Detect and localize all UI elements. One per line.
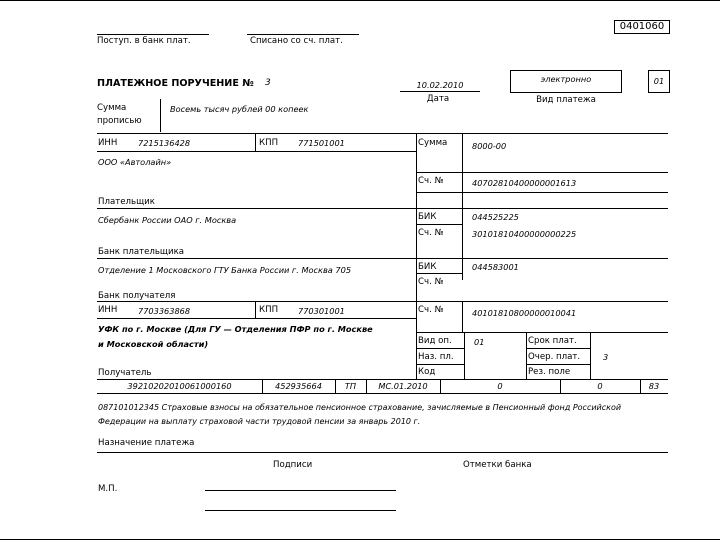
received-date-line [97,34,209,35]
table-line [416,192,668,193]
table-line [97,393,668,394]
payer-bank-bik-label: БИК [418,212,437,222]
order-number: 3 [265,78,271,88]
payer-label: Плательщик [98,197,155,207]
recipient-inn-label: ИНН [98,305,118,315]
bank-marks-label: Отметки банка [463,460,532,470]
page-frame-top [0,0,720,1]
table-line [416,273,462,274]
code-label: Код [418,367,436,377]
payment-type-label: Вид платежа [536,95,596,105]
recipient-inn: 7703363868 [138,306,191,316]
recipient-account-label: Сч. № [418,305,444,315]
table-line [416,224,462,225]
received-in-bank-label: Поступ. в банк плат. [97,36,191,46]
signature-line-1 [205,490,396,491]
tax-doc-date: 0 [597,381,603,391]
payment-purpose-label: Назначение платежа [98,438,195,448]
amount-in-words-label-1: Сумма [97,103,127,113]
payer-kpp: 771501001 [298,138,345,148]
tax-doc-number: 0 [497,381,503,391]
date-label: Дата [426,94,450,104]
payment-purpose-code-label: Наз. пл. [418,352,454,362]
table-line [97,151,416,152]
signature-line-2 [205,510,396,511]
table-divider [526,332,527,379]
payment-queue-label: Очер. плат. [528,352,581,362]
tax-kbk: 39210202010061000160 [127,381,232,391]
table-line [416,332,668,333]
payer-bank-label: Банк плательщика [98,247,185,257]
page-title: ПЛАТЕЖНОЕ ПОРУЧЕНИЕ № [97,78,254,89]
table-divider [462,133,463,280]
recipient-kpp: 770301001 [298,306,345,316]
recipient-name-line1: УФК по г. Москве (Для ГУ — Отделения ПФР по г. Москве [98,324,373,334]
order-date: 10.02.2010 [416,80,464,90]
date-line [400,91,480,92]
table-line [97,379,668,380]
table-divider [416,133,417,379]
payer-inn: 7215136428 [138,138,191,148]
recipient-name-line2: и Московской области) [98,339,209,349]
payer-bank-name: Сбербанк России ОАО г. Москва [98,215,237,225]
recipient-bank-name: Отделение 1 Московского ГТУ Банка России г. Москва 705 [98,265,352,275]
recipient-bank-label: Банк получателя [98,291,176,301]
payment-type: электронно [540,74,592,84]
payer-amount: 8000-00 [472,141,507,151]
table-line [97,318,416,319]
payer-account-label: Сч. № [418,176,444,186]
status-code: 01 [653,76,665,86]
table-line [97,133,668,134]
signatures-label: Подписи [273,460,313,470]
table-line [416,172,668,173]
payer-account: 40702810400000001613 [472,178,577,188]
table-divider [464,332,465,379]
table-line [526,364,590,365]
due-date-label: Срок плат. [528,336,577,346]
form-code: 0401060 [619,21,665,32]
recipient-bank-account-label: Сч. № [418,277,444,287]
payer-name: ООО «Автолайн» [98,157,172,167]
table-divider [255,133,256,151]
recipient-kpp-label: КПП [259,305,279,315]
table-line [97,301,668,302]
payer-bank-account: 30101810400000000225 [472,229,577,239]
table-line [97,208,668,209]
amount-words-divider [160,99,161,132]
payer-kpp-label: КПП [259,138,279,148]
tax-type: 83 [648,381,660,391]
operation-type: 01 [474,337,485,347]
table-divider [255,301,256,318]
debited-from-account-label: Списано со сч. плат. [250,36,343,46]
tax-okato: 452935664 [275,381,322,391]
tax-period: МС.01.2010 [378,381,428,391]
payment-purpose-line2: Федерации на выплату страховой части трудовой пенсии за январь 2010 г. [98,417,421,426]
amount-in-words-label-2: прописью [97,116,142,126]
table-line [416,364,464,365]
table-line [97,452,668,453]
recipient-bank-bik-label: БИК [418,262,437,272]
operation-type-label: Вид оп. [418,336,452,346]
payer-inn-label: ИНН [98,138,118,148]
table-line [97,258,668,259]
tax-basis: ТП [344,381,357,391]
table-line [416,348,464,349]
recipient-label: Получатель [98,368,152,378]
payment-purpose-line1: 087101012345 Страховые взносы на обязательное пенсионное страхование, зачисляемые в Пенсионный фонд Российской [98,403,622,412]
payer-bank-bik: 044525225 [472,212,519,222]
table-divider [462,301,463,332]
recipient-bank-bik: 044583001 [472,262,519,272]
payment-queue: 3 [603,352,609,362]
payer-amount-label: Сумма [418,138,448,148]
payer-bank-account-label: Сч. № [418,228,444,238]
reserve-field-label: Рез. поле [528,367,571,377]
amount-in-words: Восемь тысяч рублей 00 копеек [170,104,309,114]
recipient-account: 40101810800000010041 [472,308,577,318]
stamp-label: М.П. [98,484,118,494]
table-divider [590,332,591,379]
table-line [526,348,590,349]
debited-date-line [247,34,359,35]
